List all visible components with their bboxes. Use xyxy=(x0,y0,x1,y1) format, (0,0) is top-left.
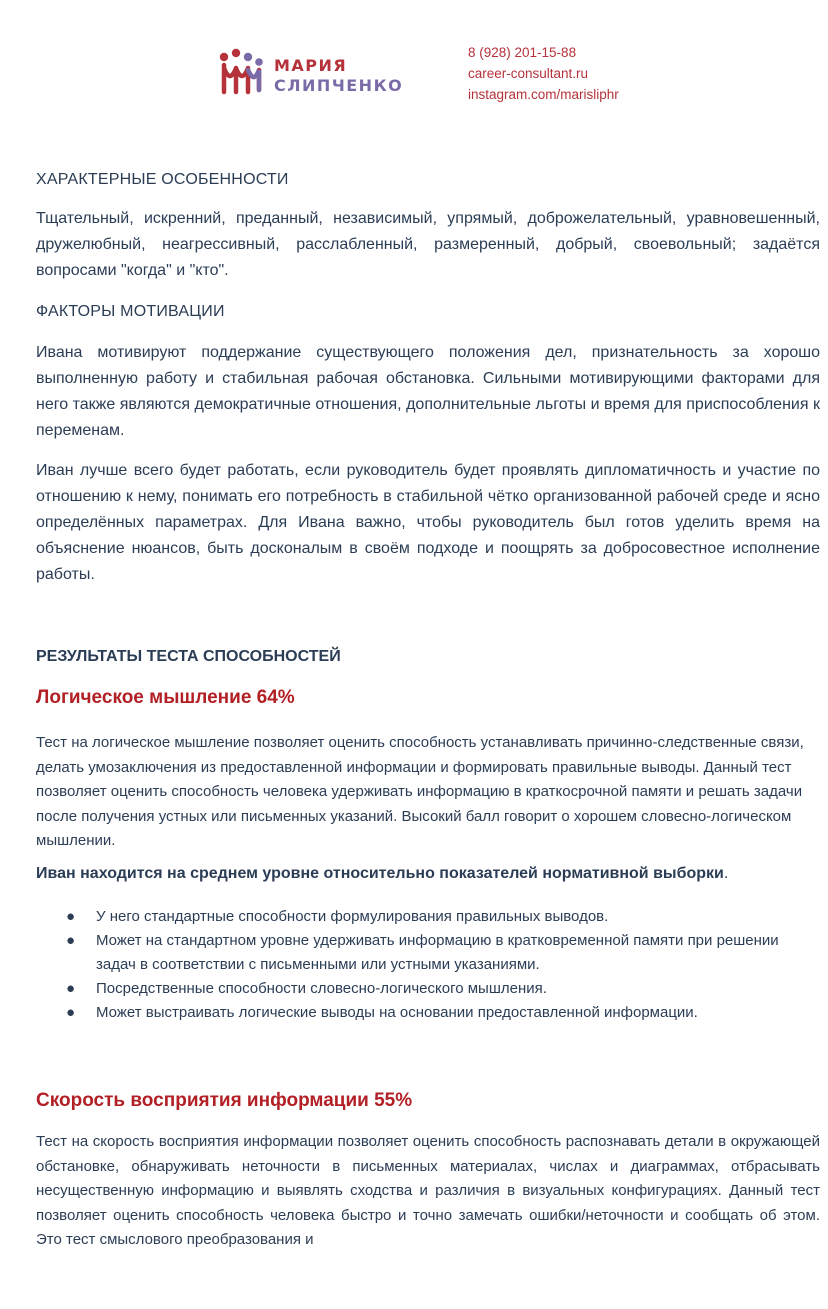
bullet-icon: ● xyxy=(66,908,76,925)
logic-description: Тест на логическое мышление позволяет оценить способность устанавливать причинно-следственные связи, делать умозаключения из предоставленной информации и формировать правильные выводы. Данный тест позволяет оценить способность человека удерживать информацию в краткосрочной памяти и решать задачи после получения устных или письменных указаний. Высокий балл говорит о хорошем словесно-логическом мышлении. xyxy=(36,734,804,849)
list-item xyxy=(36,977,820,1001)
logo-last-name: СЛИПЧЕНКО xyxy=(274,76,404,95)
list-item-text: Посредственные способности словесно-логического мышления. xyxy=(96,980,547,997)
motivation-caption: ФАКТОРЫ МОТИВАЦИИ xyxy=(36,303,225,320)
people-logo-icon xyxy=(214,48,266,100)
instagram-link[interactable]: instagram.com/marisliphr xyxy=(468,87,619,102)
bullet-icon: ● xyxy=(66,932,76,949)
site-link[interactable]: career-consultant.ru xyxy=(468,66,589,81)
results-caption: РЕЗУЛЬТАТЫ ТЕСТА СПОСОБНОСТЕЙ xyxy=(36,648,341,665)
list-item-text: Может на стандартном уровне удерживать информацию в кратковременной памяти при решении задач в соответствии с письменными или устными указаниями. xyxy=(96,932,779,973)
page-header xyxy=(0,40,828,110)
traits-caption: ХАРАКТЕРНЫЕ ОСОБЕННОСТИ xyxy=(36,171,289,188)
logic-level-text: Иван находится на среднем уровне относительно показателей нормативной выборки xyxy=(36,865,724,882)
logic-bullet-list xyxy=(36,905,820,1025)
traits-text: Тщательный, искренний, преданный, независимый, упрямый, доброжелательный, уравновешенный, дружелюбный, неагрессивный, расслабленный, размеренный, добрый, своевольный; задаётся вопросами "когда" и "кто". xyxy=(36,210,820,279)
logic-heading: Логическое мышление 64% xyxy=(36,687,295,708)
logo-first-name: МАРИЯ xyxy=(274,56,348,75)
list-item xyxy=(36,905,820,929)
phone-text: 8 (928) 201-15-88 xyxy=(468,45,577,60)
list-item xyxy=(36,929,820,977)
speed-heading: Скорость восприятия информации 55% xyxy=(36,1090,413,1111)
list-item-text: У него стандартные способности формулирования правильных выводов. xyxy=(96,908,609,925)
bullet-icon: ● xyxy=(66,980,76,997)
contacts xyxy=(468,42,619,105)
list-item xyxy=(36,1001,820,1025)
logic-level: Иван находится на среднем уровне относительно показателей нормативной выборки. xyxy=(36,865,729,882)
bullet-icon: ● xyxy=(66,1004,76,1021)
list-item-text: Может выстраивать логические выводы на основании предоставленной информации. xyxy=(96,1004,698,1021)
logo-name xyxy=(274,56,403,96)
motivation-text-2: Иван лучше всего будет работать, если руководитель будет проявлять дипломатичность и участие по отношению к нему, понимать его потребность в стабильной чётко организованной рабочей среде и ясно определённых параметрах. Для Ивана важно, чтобы руководитель был готов уделить время на объяснение нюансов, быть досконалым в своём подходе и поощрять за добросовестное исполнение работы. xyxy=(36,462,820,583)
motivation-text-1: Ивана мотивируют поддержание существующего положения дел, признательность за хорошо выполненную работу и стабильная рабочая обстановка. Сильными мотивирующими факторами для него также являются демократичные отношения, дополнительные льготы и время для приспособления к переменам. xyxy=(36,344,820,439)
speed-description: Тест на скорость восприятия информации позволяет оценить способность распознавать детали в окружающей обстановке, обнаруживать неточности в письменных материалах, числах и диаграммах, отбрасывать несущественную информацию и выявлять сходства и различия в визуальных конфигурациях. Данный тест позволяет оценить способность человека быстро и точно замечать ошибки/неточности и сообщать об этом. Это тест смыслового преобразования и xyxy=(36,1133,820,1248)
